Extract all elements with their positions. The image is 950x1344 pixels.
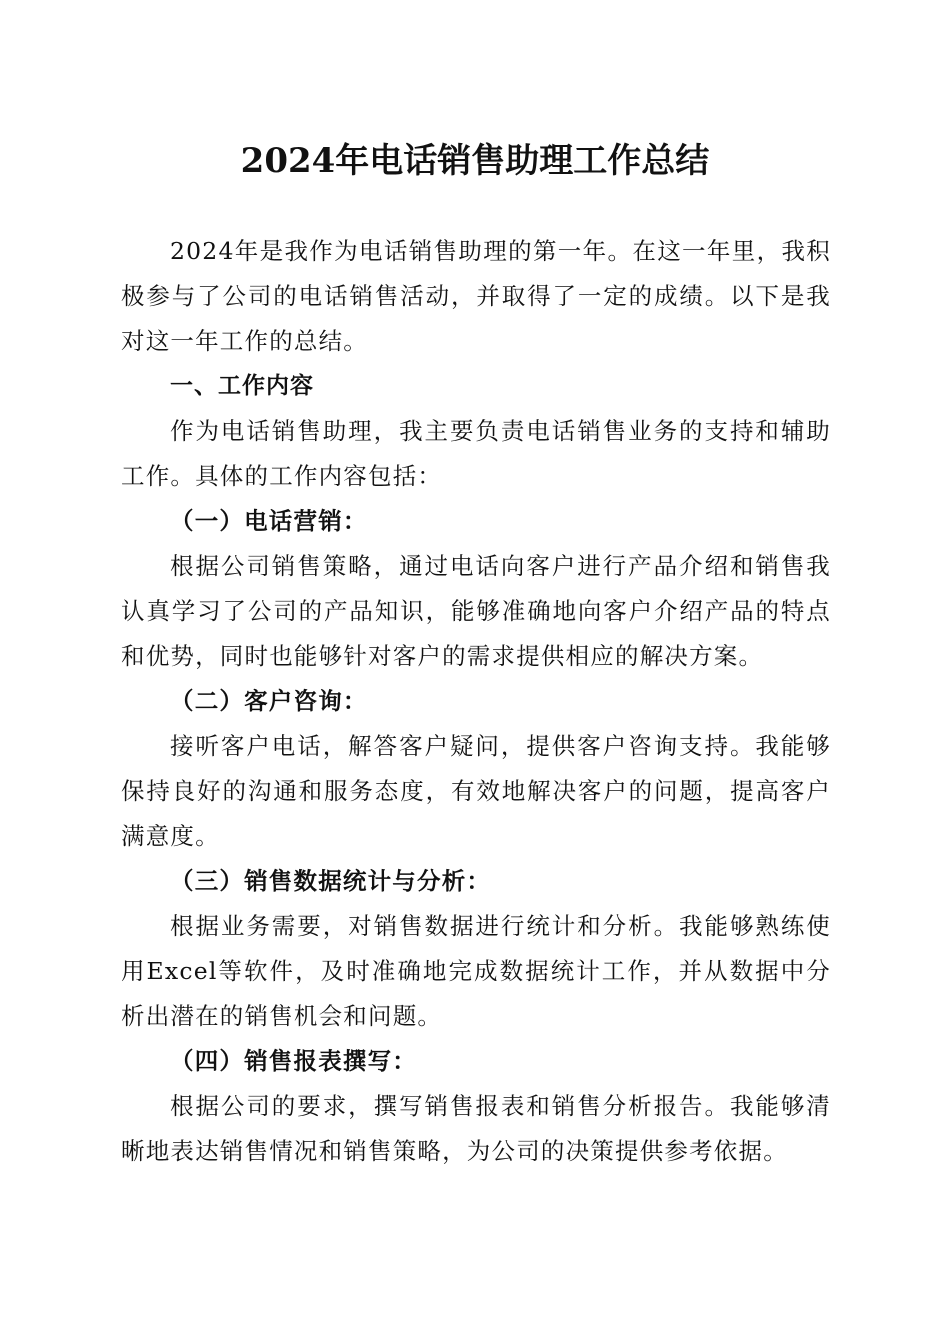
sub3-heading: （三）销售数据统计与分析： [170,867,492,895]
sub3-paragraph: 根据业务需要，对销售数据进行统计和分析。我能够熟练使用Excel等软件，及时准确地完成数据统计工作，并从数据中分析出潜在的销售机会和问题。 [121,912,831,1030]
sub2-paragraph: 接听客户电话，解答客户疑问，提供客户咨询支持。我能够保持良好的沟通和服务态度，有效地解决客户的问题，提高客户满意度。 [121,732,831,850]
section1-intro-paragraph: 作为电话销售助理，我主要负责电话销售业务的支持和辅助工作。具体的工作内容包括： [121,417,831,490]
section1-heading: 一、工作内容 [170,373,314,399]
sub1-paragraph: 根据公司销售策略，通过电话向客户进行产品介绍和销售我认真学习了公司的产品知识，能够准确地向客户介绍产品的特点和优势，同时也能够针对客户的需求提供相应的解决方案。 [121,552,831,670]
intro-paragraph: 2024年是我作为电话销售助理的第一年。在这一年里，我积极参与了公司的电话销售活动，并取得了一定的成绩。以下是我对这一年工作的总结。 [121,237,831,355]
sub4-paragraph: 根据公司的要求，撰写销售报表和销售分析报告。我能够清晰地表达销售情况和销售策略，为公司的决策提供参考依据。 [121,1092,831,1165]
sub2-heading: （二）客户咨询： [170,687,368,715]
document-title: 2024年电话销售助理工作总结 [240,141,710,181]
sub4-heading: （四）销售报表撰写： [170,1047,417,1075]
sub1-heading: （一）电话营销： [170,507,368,535]
document-body [121,229,831,1174]
